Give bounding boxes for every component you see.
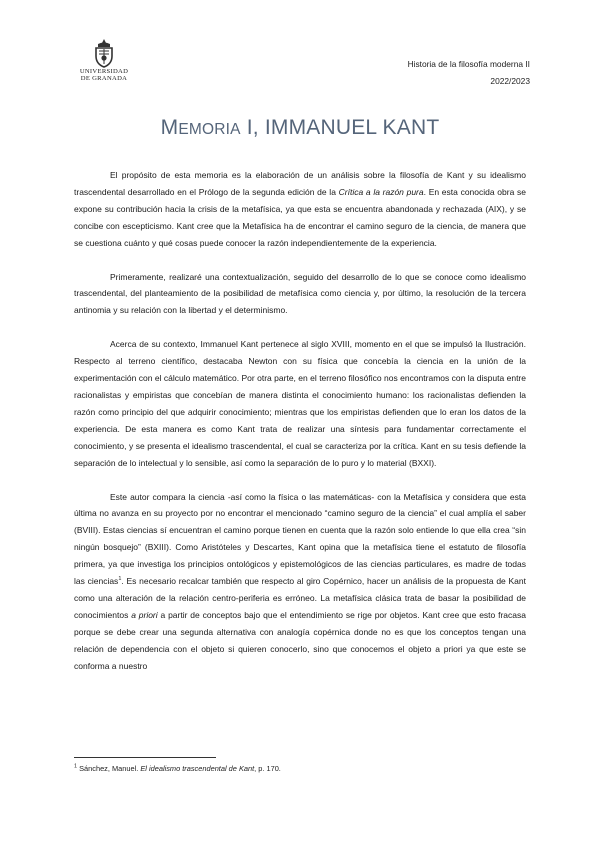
title-rest: I, IMMANUEL KANT [240,116,440,139]
academic-year: 2022/2023 [490,76,530,86]
paragraph-2: Primeramente, realizaré una contextualización, seguido del desarrollo de lo que se conoce como idealismo trascendental, del planteamiento de la posibilidad de metafísica como ciencia y, por último, la resolución de la tercera antinomia y su relación con la libertad y el determinismo. [74,271,526,316]
title-smallcaps: EMORIA [178,121,241,138]
crest-icon [89,38,119,68]
paragraph-3: Acerca de su contexto, Immanuel Kant pertenece al siglo XVIII, momento en el que se impulsó la Ilustración. Respecto al terreno científico, destacaba Newton con su física que concebía la ciencia en la unión de la experimentación con el cálculo matemático. Por otra parte, en el terreno filosófico nos encontramos con la disputa entre racionalistas y empiristas que concebían de manera distinta el conocimiento humano: los racionalistas defienden la razón como principio del que adquirir conocimiento; mientras que los empiristas defienden que lo eran los datos de la experiencia. De esta manera es como Kant trata de realizar una síntesis para fundamentar correctamente el conocimiento, y se presenta el idealismo trascendental, el cual se caracteriza por la crítica. Kant en su tesis defiende la separación de lo intelectual y lo sensible, así como la separación de lo puro y lo material (BXXI). [74,339,526,468]
footnote-author: Sánchez, Manuel. [77,764,141,773]
footnote-page: , p. 170. [254,764,281,773]
title-initial: M [160,116,179,139]
course-name: Historia de la filosofía moderna II [407,59,530,69]
footnote [74,764,281,773]
university-logo [76,38,132,82]
italic-a-priori: a priori [131,609,158,620]
header-info [408,56,530,90]
footnote-ref[interactable]: 1 [118,576,122,583]
logo-text-line1: UNIVERSIDAD [79,68,129,75]
document-body [74,167,526,674]
paragraph-4 [74,489,526,675]
book-title: Crítica a la razón pura [338,186,424,197]
paragraph-1-text-b: . En esta conocida obra se expone su contribución hacia la crisis de la metafísica, ya que esta se encuentra abandonada y rechazada (AIX), y se concibe con escepticismo. Kant cree que la Metafísica ha de encontrar el camino seguro de la ciencia, de manera que se cuestiona cuánto y qué cosas puede conocer la razón independientemente de la experiencia. [74,186,526,248]
footnote-number: 1 [74,763,78,770]
footnote-book-title: El idealismo trascendental de Kant [140,764,255,773]
paragraph-4-text-b: . Es necesario recalcar también que respecto al giro Copérnico, hacer un análisis de la propuesta de Kant como una alteración de la relación centro-periferia es erróneo. La metafísica clásica trata de basar la posibilidad de conocimientos [74,576,526,620]
paragraph-1 [74,167,526,252]
logo-text-line2: DE GRANADA [80,75,128,82]
paragraph-4-text-c: a partir de conceptos bajo que el entendimiento se rige por objetos. Kant cree que esto fracasa porque se debe crear una segunda alternativa con analogía copérnica donde no es que los conceptos tengan una relación de dependencia con el objeto si quieren conocerlo, sino que conocemos el objeto a priori ya que este se conforma a nuestro [74,609,526,671]
footnote-divider [74,757,216,758]
paragraph-1-text-a: El propósito de esta memoria es la elaboración de un análisis sobre la filosofía de Kant y su idealismo trascendental desarrollado en el Prólogo de la segunda edición de la [74,170,526,197]
document-title [0,116,600,140]
paragraph-4-text-a: Este autor compara la ciencia -así como la física o las matemáticas- con la Metafísica y considera que esta última no avanza en su proyecto por no encontrar el mencionado “camino seguro de la ciencia” el cual amplía el saber (BVIII). Estas ciencias sí encuentran el camino porque tienen en cuenta que la razón solo entiende lo que ella crea “sin ningún bosquejo” (BXIII). Como Aristóteles y Descartes, Kant opina que la metafísica tiene el estatuto de filosofía primera, ya que investiga los principios ontológicos y epistemológicos de las ciencias particulares, es madre de todas las ciencias [74,491,526,587]
